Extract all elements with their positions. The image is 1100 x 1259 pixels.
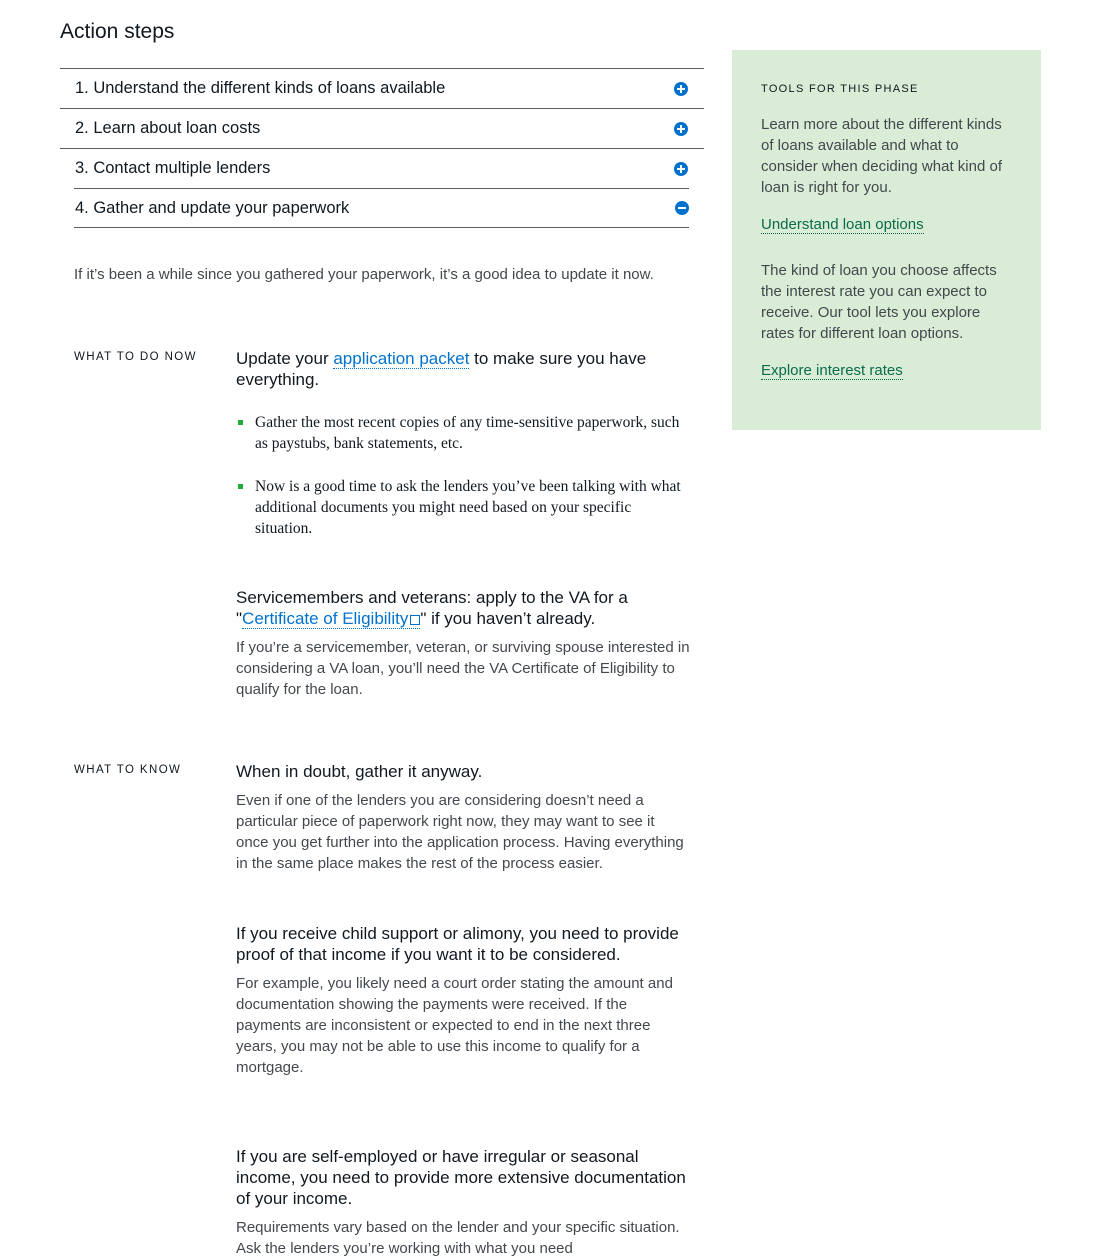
- minus-circle-icon[interactable]: [675, 201, 689, 215]
- sidebar-link-wrap: [761, 362, 1012, 379]
- what-to-know-item-3: [236, 1146, 691, 1259]
- tools-sidebar: [732, 50, 1041, 430]
- sidebar-link-wrap: [761, 216, 1012, 233]
- page-title: Action steps: [60, 20, 175, 43]
- application-packet-link[interactable]: application packet: [333, 349, 470, 368]
- what-to-know-label: WHAT TO KNOW: [74, 764, 182, 776]
- accordion-item-label: 1. Understand the different kinds of loans available: [75, 79, 446, 97]
- accordion-item-2[interactable]: [60, 108, 704, 148]
- sidebar-text: Learn more about the different kinds of loans available and what to consider when deciding what kind of loan is right for you.: [761, 116, 1002, 196]
- plus-circle-icon[interactable]: [674, 82, 688, 96]
- know-body: For example, you likely need a court order stating the amount and documentation showing the payments were received. If the payments are inconsistent or expected to end in the next three years, you may not be able to use this income to qualify for a mortgage.: [236, 975, 673, 1076]
- certificate-of-eligibility-link[interactable]: Certificate of Eligibility: [242, 609, 420, 629]
- accordion-item-label: 3. Contact multiple lenders: [75, 159, 271, 177]
- sidebar-kicker: TOOLS FOR THIS PHASE: [761, 83, 919, 95]
- what-to-know-item-1: [236, 761, 691, 874]
- accordion-item-label: 4. Gather and update your paperwork: [75, 198, 350, 217]
- what-to-do-label: WHAT TO DO NOW: [74, 351, 197, 363]
- accordion-item-3[interactable]: [60, 148, 704, 188]
- explore-interest-rates-link[interactable]: Explore interest rates: [761, 362, 903, 379]
- know-heading: When in doubt, gather it anyway.: [236, 762, 483, 781]
- plus-circle-icon[interactable]: [674, 122, 688, 136]
- update-packet-heading: Update your application packet to make sure you have everything.: [236, 349, 647, 389]
- accordion-item-4[interactable]: [74, 188, 689, 228]
- action-steps-accordion: [60, 68, 704, 228]
- know-heading: If you receive child support or alimony, you need to provide proof of that income if you want it to be considered.: [236, 924, 679, 964]
- plus-circle-icon[interactable]: [674, 162, 688, 176]
- understand-loan-options-link[interactable]: Understand loan options: [761, 216, 924, 233]
- list-item: Now is a good time to ask the lenders you’ve been talking with what additional documents you might need based on your specific situation.: [236, 476, 691, 539]
- what-to-know-item-2: [236, 923, 691, 1078]
- external-link-icon: [410, 615, 420, 625]
- accordion-item-1[interactable]: [60, 68, 704, 108]
- certificate-heading: Servicemembers and veterans: apply to the VA for a "Certificate of Eligibility " if you haven’t already.: [236, 588, 628, 628]
- certificate-body: If you’re a servicemember, veteran, or surviving spouse interested in considering a VA loan, you’ll need the VA Certificate of Eligibility to qualify for the loan.: [236, 639, 690, 698]
- accordion-item-label: 2. Learn about loan costs: [75, 119, 261, 137]
- what-to-do-item-1: [236, 348, 691, 539]
- know-body: Requirements vary based on the lender and your specific situation. Ask the lenders you’re working with what you need: [236, 1219, 680, 1257]
- know-heading: If you are self-employed or have irregular or seasonal income, you need to provide more extensive documentation of your income.: [236, 1147, 686, 1208]
- list-item: Gather the most recent copies of any time-sensitive paperwork, such as paystubs, bank statements, etc.: [236, 412, 691, 454]
- paperwork-bullet-list: [236, 412, 691, 539]
- what-to-do-item-2: [236, 587, 691, 700]
- intro-text: If it’s been a while since you gathered your paperwork, it’s a good idea to update it now.: [74, 266, 654, 283]
- know-body: Even if one of the lenders you are considering doesn’t need a particular piece of paperwork right now, they may want to see it once you get further into the application process. Having everything in the same place makes the rest of the process easier.: [236, 792, 684, 872]
- sidebar-text: The kind of loan you choose affects the interest rate you can expect to receive. Our tool lets you explore rates for different loan options.: [761, 262, 997, 342]
